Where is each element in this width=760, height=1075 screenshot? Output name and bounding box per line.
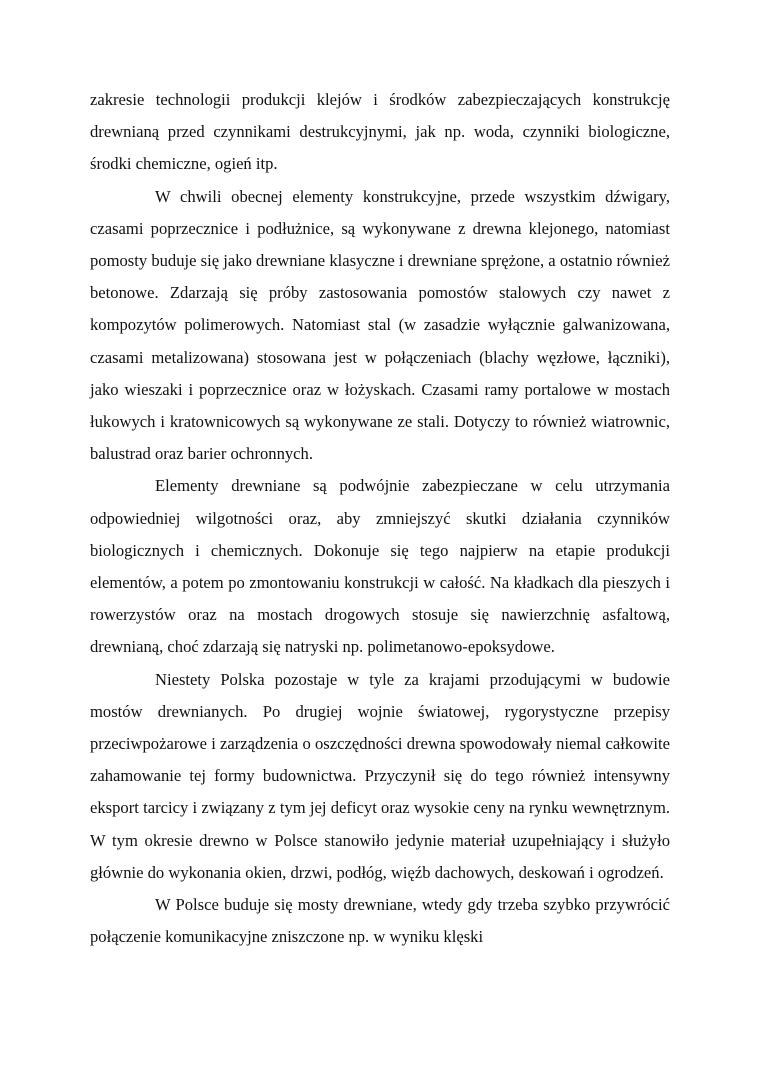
paragraph-poland-bridges: W Polsce buduje się mosty drewniane, wtedy gdy trzeba szybko przywrócić połączenie komunikacyjne zniszczone np. w wyniku klęski [90,895,670,947]
paragraph-continuation: zakresie technologii produkcji klejów i środków zabezpieczających konstrukcję drewnianą przed czynnikami destrukcyjnymi, jak np. woda, czynniki biologiczne, środki chemiczne, ogień itp. [90,90,670,174]
paragraph-construction-elements: W chwili obecnej elementy konstrukcyjne, przede wszystkim dźwigary, czasami poprzecznice i podłużnice, są wykonywane z drewna klejonego, natomiast pomosty buduje się jako drewniane klasyczne i drewniane sprężone, a ostatnio również betonowe. Zdarzają się próby zastosowania pomostów stalowych czy nawet z kompozytów polimerowych. Natomiast stal (w zasadzie wyłącznie galwanizowana, czasami metalizowana) stosowana jest w połączeniach (blachy węzłowe, łączniki), jako wieszaki i poprzecznice oraz w łożyskach. Czasami ramy portalowe w mostach łukowych i kratownicowych są wykonywane ze stali. Dotyczy to również wiatrownic, balustrad oraz barier ochronnych. [90,186,670,464]
paragraph-wood-protection: Elementy drewniane są podwójnie zabezpieczane w celu utrzymania odpowiedniej wilgotności oraz, aby zmniejszyć skutki działania czynników biologicznych i chemicznych. Dokonuje się tego najpierw na etapie produkcji elementów, a potem po zmontowaniu konstrukcji w całość. Na kładkach dla pieszych i rowerzystów oraz na mostach drogowych stosuje się nawierzchnię asfaltową, drewnianą, choć zdarzają się natryski np. polimetanowo-epoksydowe. [90,476,670,657]
document-page [90,84,670,953]
paragraph-poland-history: Niestety Polska pozostaje w tyle za krajami przodującymi w budowie mostów drewnianych. Po drugiej wojnie światowej, rygorystyczne przepisy przeciwpożarowe i zarządzenia o oszczędności drewna spowodowały niemal całkowite zahamowanie tej formy budownictwa. Przyczynił się do tego również intensywny eksport tarcicy i związany z tym jej deficyt oraz wysokie ceny na rynku wewnętrznym. W tym okresie drewno w Polsce stanowiło jedynie materiał uzupełniający i służyło głównie do wykonania okien, drzwi, podłóg, więźb dachowych, deskowań i ogrodzeń. [90,669,670,882]
